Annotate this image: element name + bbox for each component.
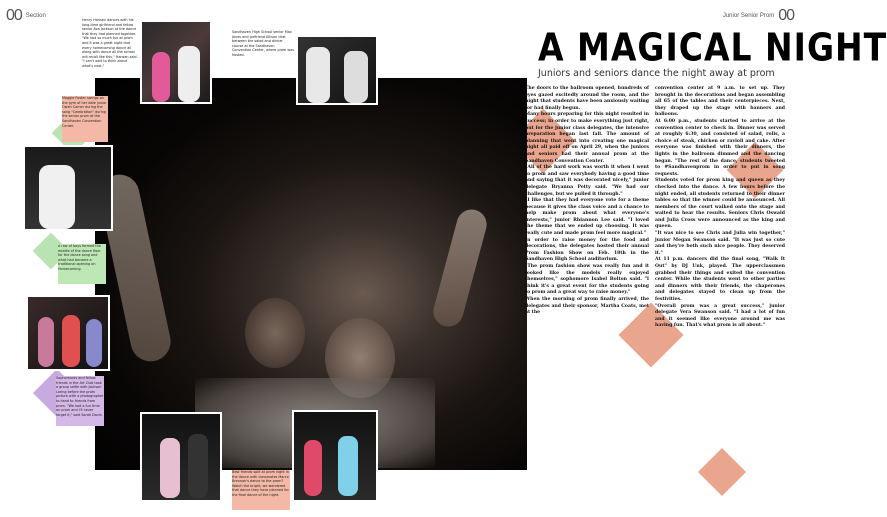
person-graphic <box>39 165 75 229</box>
person-graphic <box>38 317 54 367</box>
person-graphic <box>344 51 368 103</box>
person-graphic <box>178 46 200 102</box>
person-graphic <box>86 319 102 367</box>
person-graphic <box>304 440 322 496</box>
right-section-label: Junior Senior Prom <box>722 12 775 19</box>
caption-left-2: A row of boys formed the middle of the dance floor for the dance song and what had become a traditional opening on Homecoming. <box>58 244 106 284</box>
page-subhead: Juniors and seniors dance the night away at prom <box>538 68 775 79</box>
left-folio <box>6 7 46 25</box>
right-page-number: 00 <box>778 7 794 24</box>
page-headline: A MAGICAL NIGHT <box>538 25 887 70</box>
person-graphic <box>338 436 358 496</box>
face-graphic-2 <box>245 298 305 368</box>
person-graphic <box>306 47 330 103</box>
caption-top-mid: Sandhaven High School senior Max Jones and girlfriend Allison chat between the salad and dinner course at the Sandhaven Convention Center, where prom was hosted. <box>232 30 295 57</box>
person-graphic <box>188 434 208 498</box>
left-page-number: 00 <box>6 7 22 24</box>
raised-hand-graphic-2 <box>430 206 490 330</box>
photo-top-mid <box>296 35 378 105</box>
caption-left-3: Sophomores and fellow friends in the Art Club took a group selfie with Jackson Loring before the prom picture with a photographer to hand to friends from prom. "We had a fun time on prom and I'll never forget it," said Sarah Davis. <box>56 376 104 426</box>
photo-left-2 <box>26 295 110 371</box>
caption-top-left: Henry Hansen dances with his long-time girlfriend and fellow senior Ava Jackson at the dance that they had planned together. "We had so much fun at prom and it was a great night that every homecoming dance all along with dance all the school will recall like this," Hansen said. "I can't wait to think about what's next." <box>82 18 138 68</box>
body-column-2: convention center at 9 a.m. to set up. They brought in the decorations and began assembling all 65 of the tables and their centerpieces. Next, they draped up the stage with banners and balloons. At 6:00 p.m., students started to arrive at the convention center to check in. Dinner was served at roughly 6:30, and consisted of salad, rolls, a choice of steak, chicken or ravioli and cake. After everyone was finished with their dinners, the lights in the ballroom dimmed and the dancing began. "The rest of the dance, students tweeted to #Sandhavenprom in order to put in song requests. Students voted for prom king and queen as they checked into the dance. A few hours before the night ended, all students returned to their dinner tables so that the winner could be announced. All members of the court walked onto the stage and waited to hear the results. Seniors Chris Oswald and Julia Cross were announced as the king and queen. "It was nice to see Chris and Julia win together," junior Megan Swanson said. "It was just so cute and they're both such nice people. They deserved it." At 11 p.m. dancers did the final song, "Walk It Out" by DJ Unk, played. The upperclassmen grabbed their things and exited the convention center. While the students went to other parties and dinners with their friends, the chaperones and delegates stayed to clean up from the festivities. "Overall prom was a great success," junior delegate Vera Swanson said. "I had a lot of fun and it seemed like everyone around me was having fun. That's what prom is all about." <box>655 86 785 329</box>
photo-bottom-mid <box>140 412 222 502</box>
caption-bottom-mid: Best friends split at prom night in the dance with classmates Marco Brennan's dance to the prom? Watch the bright, we wondered that dance they have planned for the final dance of the night. <box>232 470 290 510</box>
caption-left-1: Maggie Foster swings on the gym of her date junior Owen Camer during the song "Celebration" during the senior prom at the Sandhaven Convention Center. <box>62 96 108 142</box>
person-graphic <box>62 315 80 367</box>
person-graphic <box>160 438 180 498</box>
photo-top-left <box>140 20 212 104</box>
left-section-label: Section <box>25 12 46 19</box>
person-graphic <box>152 52 170 102</box>
photo-bottom-right <box>292 410 378 502</box>
body-column-1: The doors to the ballroom opened, hundreds of eyes gazed excitedly around the room, and the night that students have been anxiously waiting for had finally begun. Many hours preparing for this night resulted in success; in order to make everything just right, but for the junior class delegates, the intensive preparation began last fall. The amount of planning that went into creating one magical night all paid off on April 29, when the juniors and seniors had their annual prom at the Sandhaven Convention Center. "All of the hard work was worth it when I went to prom and saw everybody having a good time and saying that it was decorated nicely," junior delegate Bryanna Petty said. "We had our challenges, but we pulled it through." "I like that they had everyone vote for a theme because it gives the class voice and a chance to help make prom about what everyone's interests," junior Rhiannon Lee said. "I loved the theme that we ended up choosing. It was really cute and made prom feel more magical." In order to raise money for the food and decorations, the delegates hosted their annual Prom Fashion Show on Feb. 18th in the Sandhaven High School auditorium. "The prom fashion show was really fun and it looked like the models really enjoyed themselves," sophomore Isabel Bolton said. "I think it's a great event for the students going to prom and a great way to raise money." When the morning of prom finally arrived, the delegates and their sponsor, Martha Coats, met at the <box>525 86 649 316</box>
right-folio <box>723 7 794 25</box>
photo-left-1 <box>23 145 113 231</box>
